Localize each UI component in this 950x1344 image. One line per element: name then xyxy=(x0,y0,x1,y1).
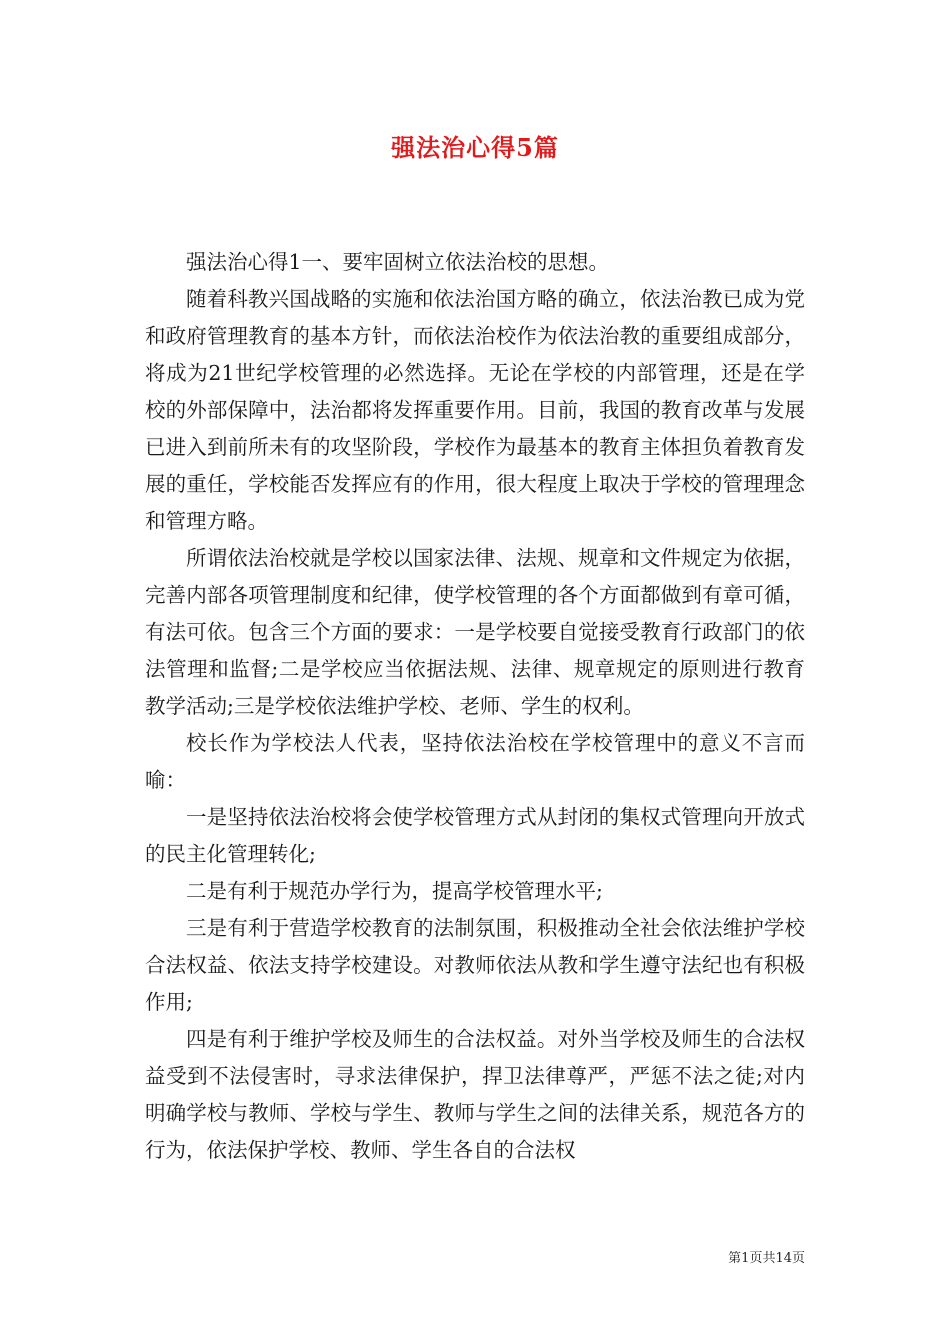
paragraph: 随着科教兴国战略的实施和依法治国方略的确立，依法治教已成为党和政府管理教育的基本方针，而依法治校作为依法治教的重要组成部分，将成为21世纪学校管理的必然选择。无论在学校的内部管理，还是在学校的外部保障中，法治都将发挥重要作用。目前，我国的教育改革与发展已进入到前所未有的攻坚阶段，学校作为最基本的教育主体担负着教育发展的重任，学校能否发挥应有的作用，很大程度上取决于学校的管理理念和管理方略。 xyxy=(145,287,805,533)
paragraph: 四是有利于维护学校及师生的合法权益。对外当学校及师生的合法权益受到不法侵害时，寻求法律保护，捍卫法律尊严，严惩不法之徒;对内明确学校与教师、学校与学生、教师与学生之间的法律关系，规范各方的行为，依法保护学校、教师、学生各自的合法权 xyxy=(145,1027,805,1162)
document-title: 强法治心得5篇 xyxy=(391,133,559,162)
paragraph: 三是有利于营造学校教育的法制氛围，积极推动全社会依法维护学校合法权益、依法支持学校建设。对教师依法从教和学生遵守法纪也有积极作用; xyxy=(145,916,805,1014)
paragraph: 一是坚持依法治校将会使学校管理方式从封闭的集权式管理向开放式的民主化管理转化; xyxy=(145,805,805,866)
document-body xyxy=(145,244,805,1169)
paragraph: 二是有利于规范办学行为，提高学校管理水平; xyxy=(186,879,603,903)
page-number: 第1页共14页 xyxy=(728,1251,805,1266)
paragraph: 所谓依法治校就是学校以国家法律、法规、规章和文件规定为依据，完善内部各项管理制度和纪律，使学校管理的各个方面都做到有章可循，有法可依。包含三个方面的要求：一是学校要自觉接受教育行政部门的依法管理和监督;二是学校应当依据法规、法律、规章规定的原则进行教育教学活动;三是学校依法维护学校、老师、学生的权利。 xyxy=(145,546,805,718)
paragraph: 强法治心得1一、要牢固树立依法治校的思想。 xyxy=(186,250,610,274)
paragraph: 校长作为学校法人代表，坚持依法治校在学校管理中的意义不言而喻： xyxy=(145,731,805,792)
